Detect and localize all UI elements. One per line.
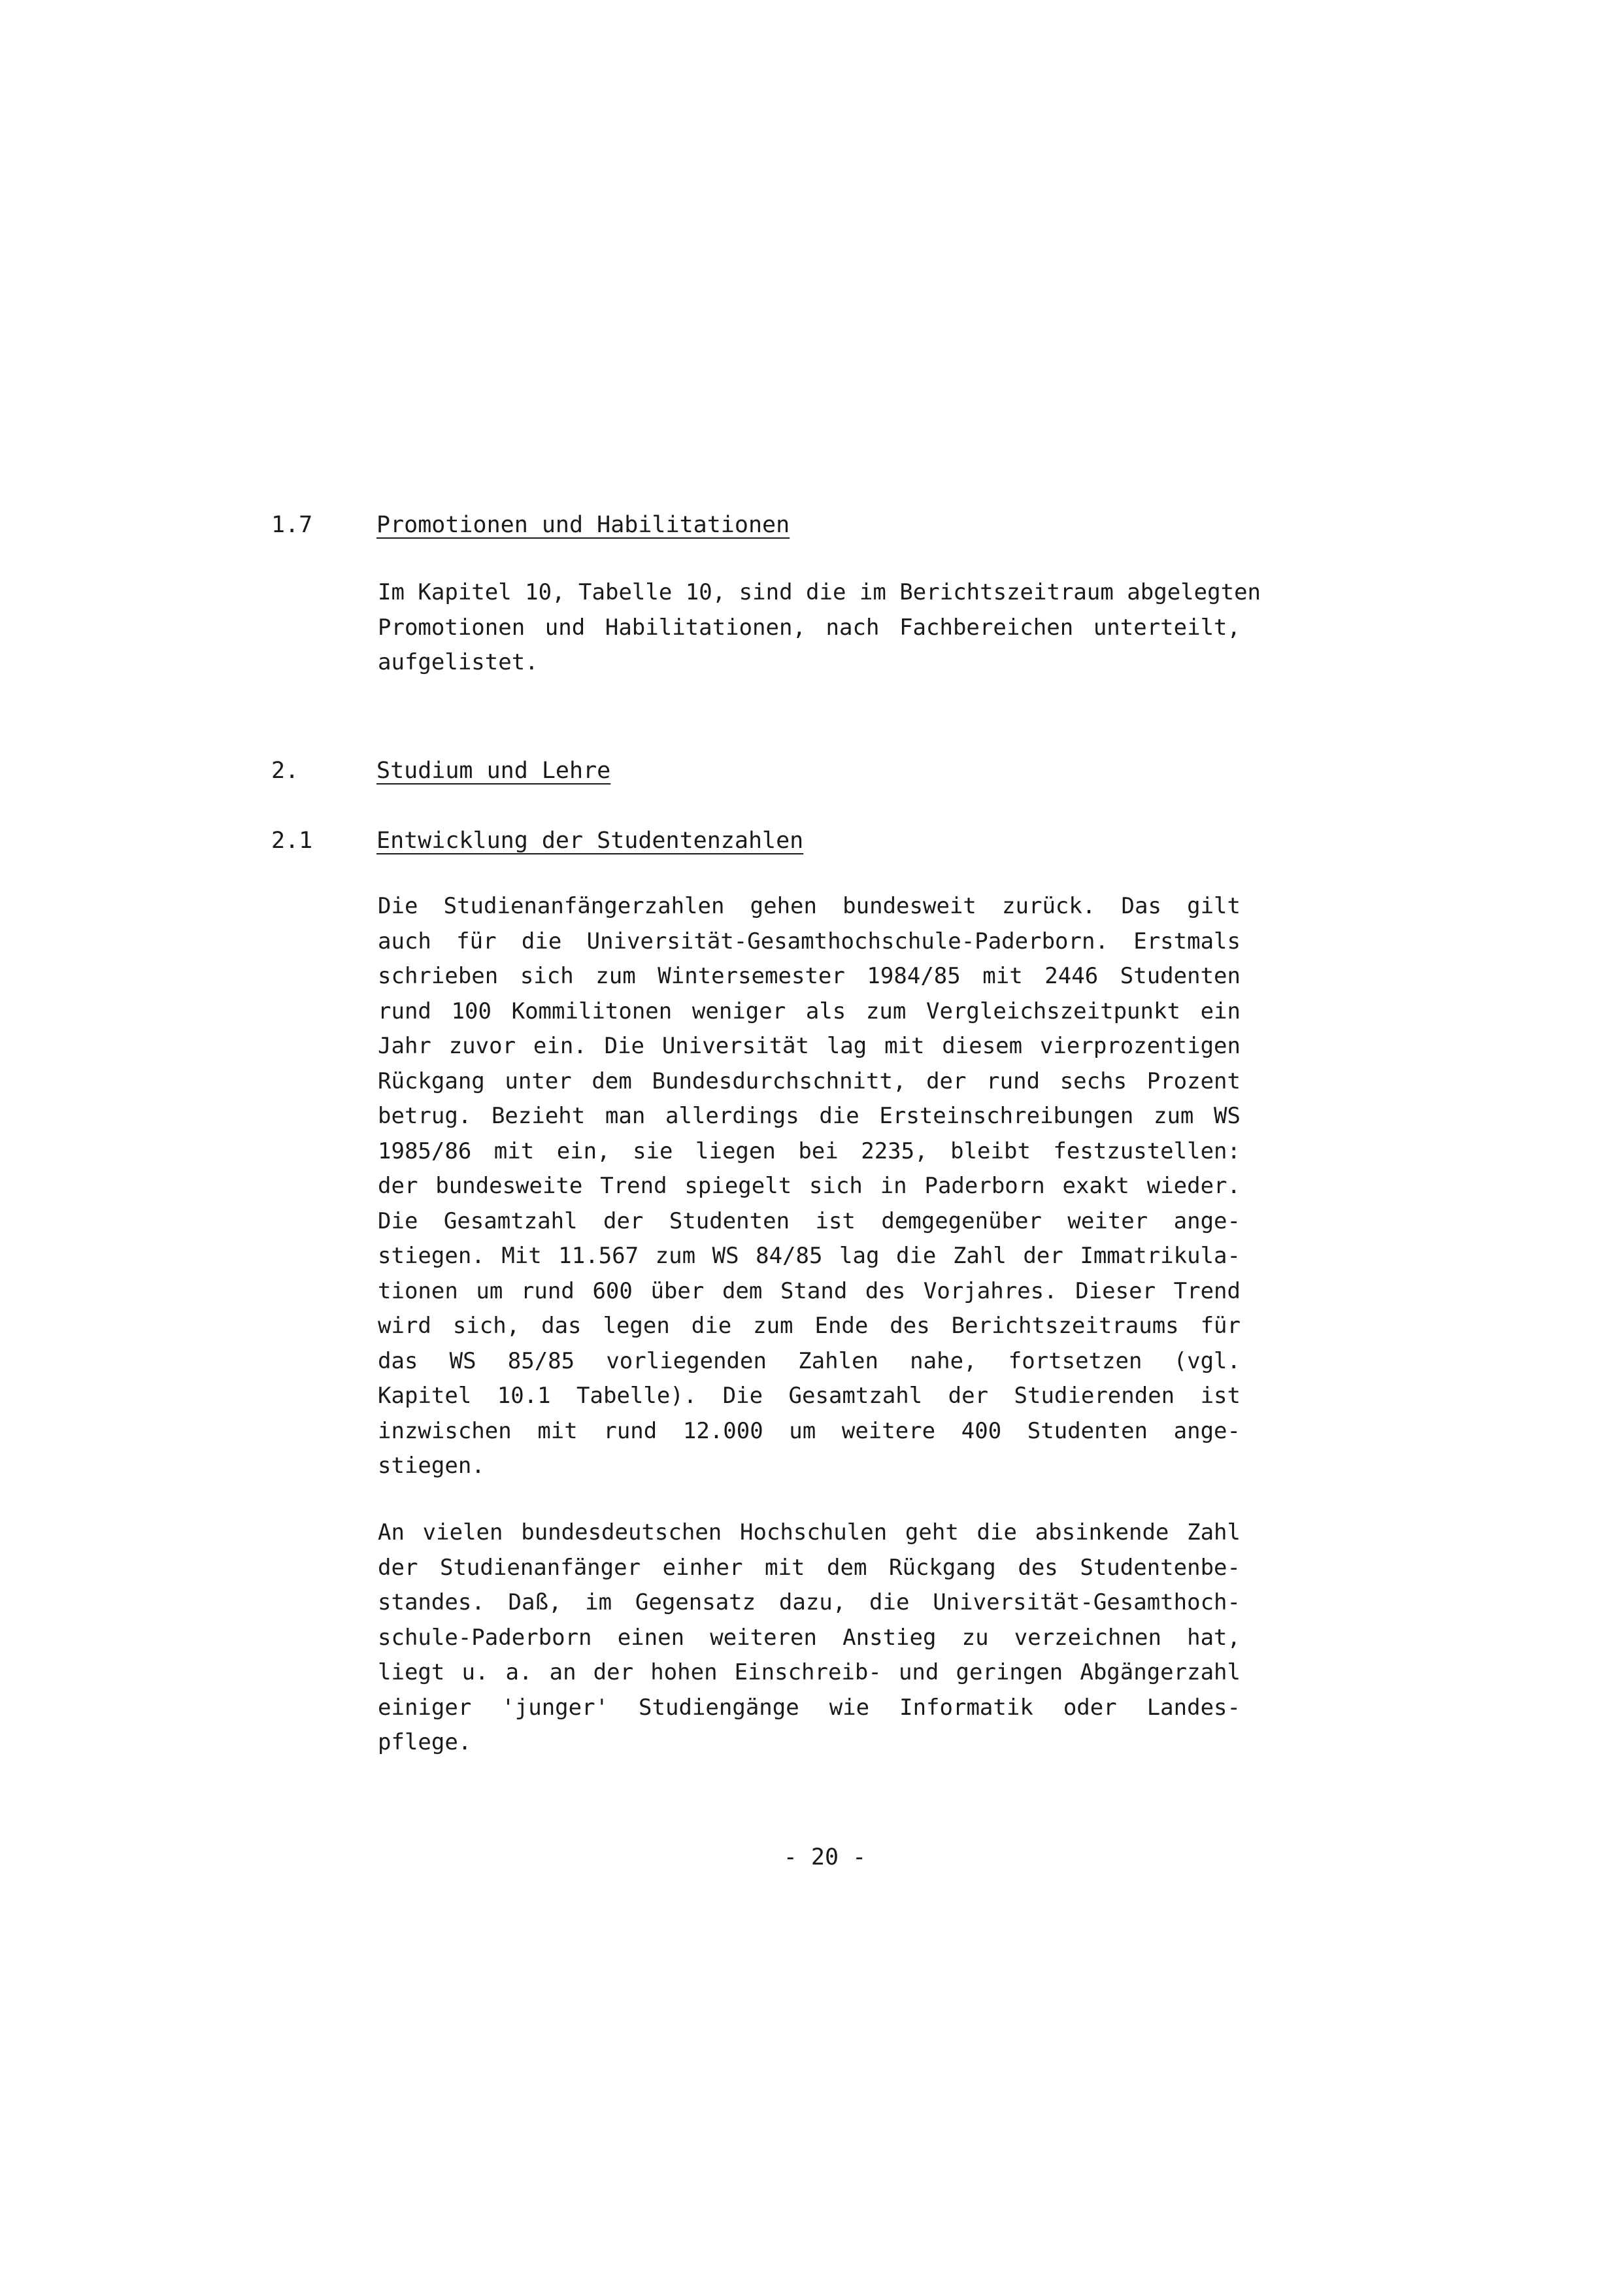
text-line: schule-Paderborn einen weiteren Anstieg zu verzeichnen hat,: [378, 1624, 1241, 1651]
page-number: - 20 -: [783, 1844, 867, 1870]
text-line: Jahr zuvor ein. Die Universität lag mit diesem vierprozentigen: [378, 1033, 1241, 1059]
text-line: 1985/86 mit ein, sie liegen bei 2235, bleibt festzustellen:: [378, 1138, 1241, 1164]
section-number-2: 2.: [271, 758, 299, 784]
text-line: stiegen.: [378, 1453, 485, 1479]
text-line: liegt u. a. an der hohen Einschreib- und geringen Abgängerzahl: [378, 1659, 1241, 1685]
text-line: wird sich, das legen die zum Ende des Berichtszeitraums für: [378, 1313, 1241, 1339]
text-line: rund 100 Kommilitonen weniger als zum Vergleichszeitpunkt ein: [378, 998, 1241, 1024]
section-number-1-7: 1.7: [271, 512, 313, 538]
text-line: der bundesweite Trend spiegelt sich in Paderborn exakt wieder.: [378, 1173, 1241, 1199]
text-line: Kapitel 10.1 Tabelle). Die Gesamtzahl der Studierenden ist: [378, 1383, 1241, 1409]
text-line: stiegen. Mit 11.567 zum WS 84/85 lag die Zahl der Immatrikula-: [378, 1243, 1241, 1269]
text-line: standes. Daß, im Gegensatz dazu, die Universität-Gesamthoch-: [378, 1589, 1241, 1615]
text-line: Im Kapitel 10, Tabelle 10, sind die im Berichtszeitraum abgelegten: [378, 579, 1261, 605]
text-line: betrug. Bezieht man allerdings die Ersteinschreibungen zum WS: [378, 1103, 1241, 1129]
paragraph-2-1-a: [378, 889, 1241, 1484]
section-heading-2-1: Entwicklung der Studentenzahlen: [376, 828, 804, 854]
section-heading-1-7: Promotionen und Habilitationen: [376, 512, 790, 538]
paragraph-1-7: [378, 575, 1261, 681]
text-line: pflege.: [378, 1729, 472, 1755]
text-line: An vielen bundesdeutschen Hochschulen geht die absinkende Zahl: [378, 1519, 1241, 1545]
text-line: Promotionen und Habilitationen, nach Fachbereichen unterteilt,: [378, 614, 1241, 641]
text-line: tionen um rund 600 über dem Stand des Vorjahres. Dieser Trend: [378, 1277, 1241, 1304]
text-line: einiger 'junger' Studiengänge wie Informatik oder Landes-: [378, 1694, 1241, 1721]
section-number-2-1: 2.1: [271, 828, 313, 854]
text-line: das WS 85/85 vorliegenden Zahlen nahe, fortsetzen (vgl.: [378, 1347, 1241, 1374]
text-line: Die Gesamtzahl der Studenten ist demgegenüber weiter ange-: [378, 1207, 1241, 1234]
text-line: auch für die Universität-Gesamthochschule-Paderborn. Erstmals: [378, 928, 1241, 954]
text-line: aufgelistet.: [378, 649, 539, 675]
text-line: Rückgang unter dem Bundesdurchschnitt, der rund sechs Prozent: [378, 1068, 1241, 1094]
paragraph-2-1-b: [378, 1515, 1241, 1761]
text-line: Die Studienanfängerzahlen gehen bundesweit zurück. Das gilt: [378, 893, 1241, 919]
text-line: inzwischen mit rund 12.000 um weitere 400 Studenten ange-: [378, 1417, 1241, 1444]
section-heading-2: Studium und Lehre: [376, 758, 611, 784]
text-line: schrieben sich zum Wintersemester 1984/85 mit 2446 Studenten: [378, 963, 1241, 989]
text-line: der Studienanfänger einher mit dem Rückgang des Studentenbe-: [378, 1554, 1241, 1581]
